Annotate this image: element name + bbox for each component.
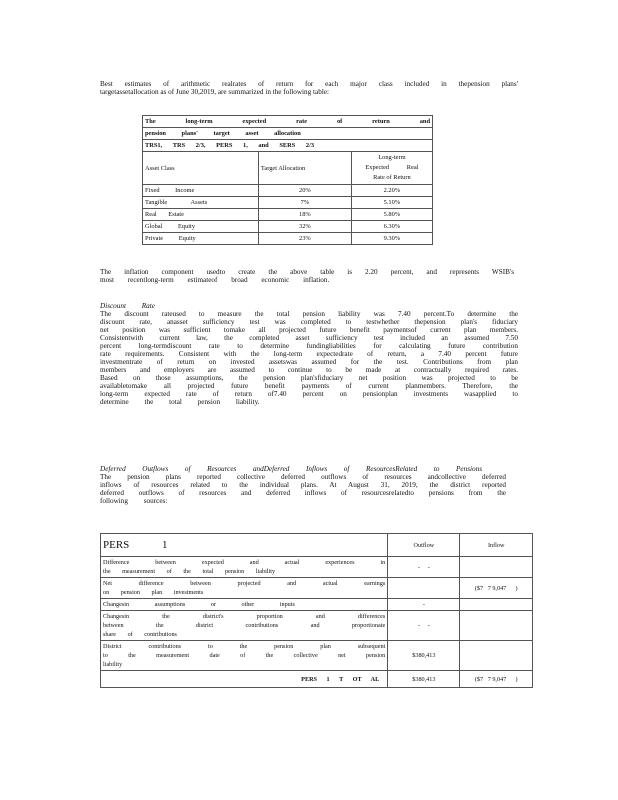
table-title-line-2: pension plans' target asset allocation bbox=[143, 128, 433, 140]
discount-rate-section: Discount Rate The discount rateused to measure the total pension liability was 7.40 percent.To determine the discount rate, anasset sufficiency test was completed to testwhether thepension plan's fiduciary net position was sufficient tomake all projected future benefit paymentsof current plan members. Consistentwith current law, the completed asset sufficiency test included an assumed 7.50 percent long-termdiscount rate to determine fundingliabilities for calculating future contribution rate requirements. Consistent with the long-term expectedrate of return, a 7.40 percent future investmentrate of return on invested assetswas assumed for the test. Contributions from plan members and employers are assumed to continue to be made at contractually required rates. Based on those assumptions, the pension plan'sfiduciary net position was projected to be availabletomake all projected future benefit payments of current planmembers. Therefore, the long-term expected rate of return of7.40 percent on pensionplan investments wasapplied to determine the total pension liability. bbox=[100, 302, 518, 406]
col-header-outflow: Outflow bbox=[388, 534, 460, 557]
table-row: Global Equity 32% 6.30% bbox=[143, 221, 433, 233]
table-row: Changesin the district's proportion and differences between the district contributions and proportionate share of contributions - - bbox=[101, 611, 533, 641]
intro-line-2: targetassetallocation as of June 30,2019, are summarized in the following table: bbox=[100, 88, 330, 96]
table-row: District contributions to the pension plan subsequent to the measurement date of the collective net pension liability $380,413 bbox=[101, 641, 533, 671]
inflation-line-1: The inflation component usedto create the above table is 2.20 percent, and represents WSIB's bbox=[100, 268, 514, 276]
table-row: Changesin assumptions or other inputs - bbox=[101, 599, 533, 611]
table-row: Fixed Income 20% 2.20% bbox=[143, 185, 433, 197]
table-row: Real Estate 18% 5.80% bbox=[143, 209, 433, 221]
col-header-target-allocation: Target Allocation bbox=[258, 152, 351, 185]
col-header-asset-class: Asset Class bbox=[143, 152, 259, 185]
section-heading: Deferred Outflows of Resources andDeferred Inflows of ResourcesRelated to Pensions bbox=[100, 465, 482, 473]
table-row: Tangible Assets 7% 5.10% bbox=[143, 197, 433, 209]
intro-line-1: Best estimates of arithmetic realrates of return for each major class included in thepension plans' bbox=[100, 80, 518, 88]
section-heading: Discount Rate bbox=[100, 302, 155, 310]
col-header-inflow: Inflow bbox=[460, 534, 533, 557]
deferred-section: Deferred Outflows of Resources andDeferred Inflows of ResourcesRelated to Pensions The pension plans reported collective deferred outflows of resources andcollective deferred inflows of resources related to the individual plans. At August 31, 2019, the district reported deferred outflows of resources and deferred inflows of resourcesrelatedto pensions from the following sources: bbox=[100, 465, 506, 505]
intro-paragraph bbox=[100, 80, 518, 96]
pers1-deferred-table bbox=[100, 533, 533, 688]
pers-table-title: PERS 1 bbox=[101, 534, 388, 557]
table-title-line-3: TRS1, TRS 2/3, PERS 1, and SERS 2/3 bbox=[143, 140, 433, 152]
col-header-expected-return: Long-term Expected Real Rate of Return bbox=[351, 152, 432, 185]
table-row: Difference between expected and actual experiences in the measurement of the total pension liability - - bbox=[101, 557, 533, 578]
table-row: Net difference between projected and actual earnings on pension plan investments ($7 7 9,047 ) bbox=[101, 578, 533, 599]
asset-allocation-table bbox=[142, 115, 433, 245]
table-row: Private Equity 23% 9.30% bbox=[143, 233, 433, 245]
inflation-line-2: most recentlong-term estimateof broad economic inflation. bbox=[100, 276, 330, 284]
table-title-line-1: The long-term expected rate of return and bbox=[143, 116, 433, 128]
inflation-paragraph bbox=[100, 268, 514, 284]
table-total-row: PERS 1 T OT AL $380,413 ($7 7 9,047 ) bbox=[101, 671, 533, 688]
